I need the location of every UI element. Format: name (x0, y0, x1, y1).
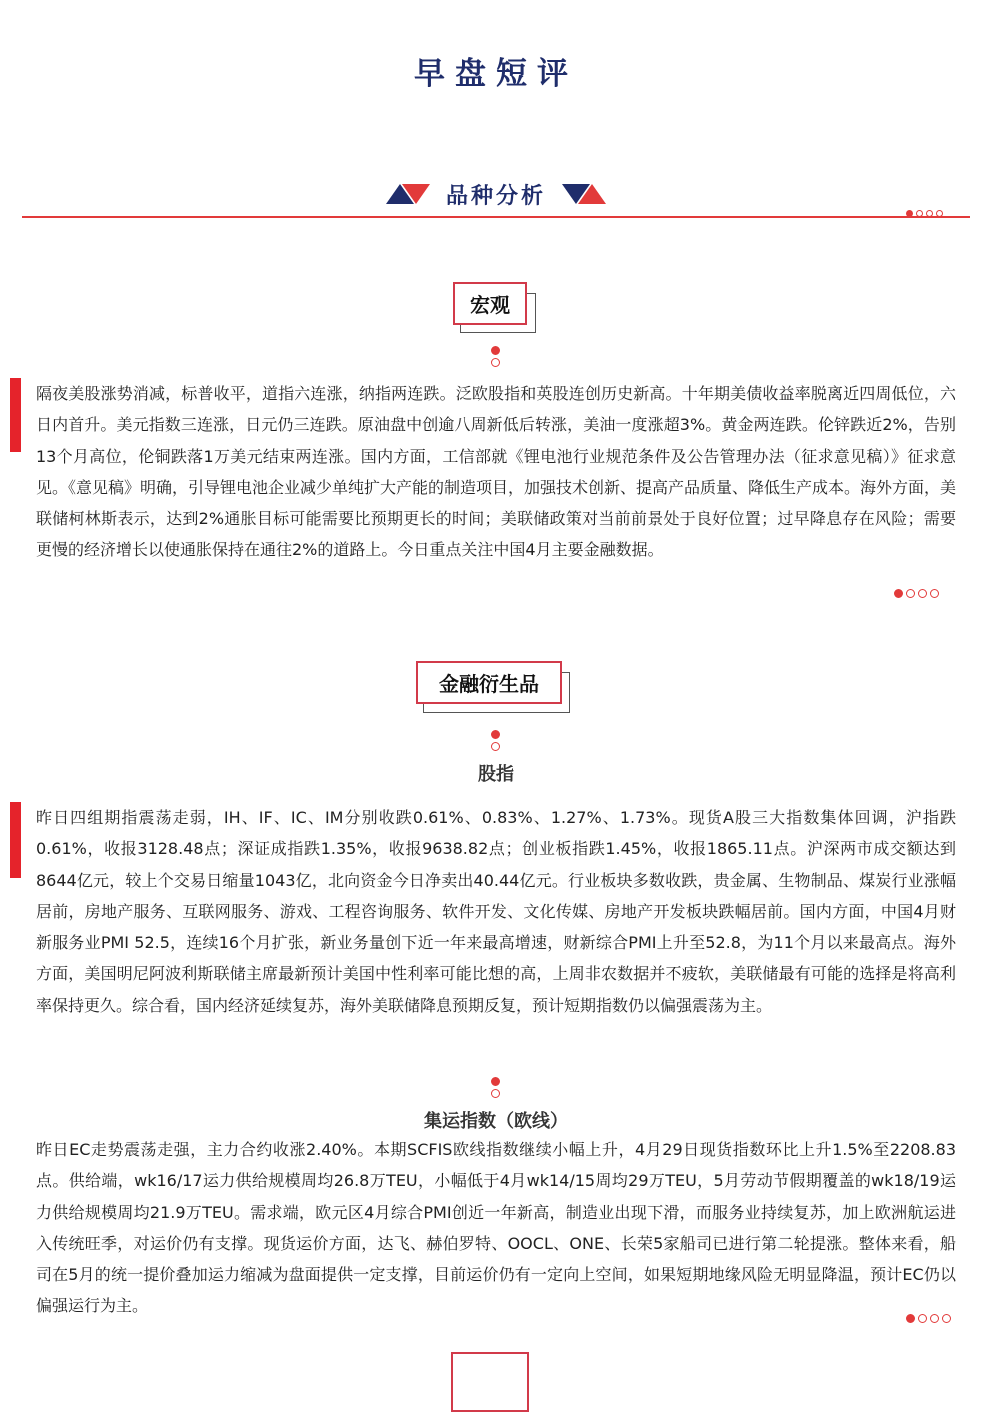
section-banner (0, 176, 992, 212)
page-title: 早盘短评 (414, 56, 578, 92)
macro-paragraph: 隔夜美股涨势消减，标普收平，道指六连涨，纳指两连跌。泛欧股指和英股连创历史新高。十年期美债收益率脱离近四周低位，六日内首升。美元指数三连涨，日元仍三连跌。原油盘中创逾八周新低后转涨，美油一度涨超3%。黄金两连跌。伦锌跌近2%，告别13个月高位，伦铜跌落1万美元结束两连涨。国内方面，工信部就《锂电池行业规范条件及公告管理办法（征求意见稿）》征求意见。《意见稿》明确，引导锂电池企业减少单纯扩大产能的制造项目，加强技术创新、提高产品质量、降低生产成本。海外方面，美联储柯林斯表示，达到2%通胀目标可能需要比预期更长的时间；美联储政策对当前前景处于良好位置；过早降息存在风险；需要更慢的经济增长以使通胀保持在通往2%的道路上。今日重点关注中国4月主要金融数据。 (36, 384, 957, 560)
banner-title: 品种分析 (445, 183, 546, 209)
subsection-title-container-index: 集运指数（欧线） (424, 1111, 568, 1132)
container-index-paragraph: 昨日EC走势震荡走强，主力合约收涨2.40%。本期SCFIS欧线指数继续小幅上升，4月29日现货指数环比上升1.5%至2208.83点。供给端，wk16/17运力供给规模周均26.8万TEU，小幅低于4月wk14/15周均29万TEU，5月劳动节假期覆盖的wk18/19运力供给规模周均21.9万TEU。需求端，欧元区4月综合PMI创近一年新高，制造业出现下滑，而服务业持续复苏，加上欧洲航运进入传统旺季，对运价仍有支撑。现货运价方面，达飞、赫伯罗特、OOCL、ONE、长荣5家船司已进行第二轮提涨。整体来看，船司在5月的统一提价叠加运力缩减为盘面提供一定支撑，目前运价仍有一定向上空间，如果短期地缘风险无明显降温，预计EC仍以偏强运行为主。 (36, 1140, 956, 1316)
end-dots-icon (894, 589, 939, 598)
section-divider (22, 216, 970, 218)
accent-bar (10, 378, 21, 452)
vertical-dots-icon (491, 346, 500, 367)
next-section-title-box (451, 1352, 529, 1412)
end-dots-icon (906, 1314, 951, 1323)
section-title-financial: 金融衍生品 (416, 661, 562, 704)
subsection-title-stock-index: 股指 (478, 764, 514, 785)
accent-bar (10, 802, 21, 878)
stock-index-paragraph: 昨日四组期指震荡走弱，IH、IF、IC、IM分别收跌0.61%、0.83%、1.27%、1.73%。现货A股三大指数集体回调，沪指跌0.61%，收报3128.48点；深证成指跌1.35%，收报9638.82点；创业板指跌1.45%，收报1865.11点。沪深两市成交额达到8644亿元，较上个交易日缩量1043亿，北向资金今日净卖出40.44亿元。行业板块多数收跌，贵金属、生物制品、煤炭行业涨幅居前，房地产服务、互联网服务、游戏、工程咨询服务、软件开发、文化传媒、房地产开发板块跌幅居前。国内方面，中国4月财新服务业PMI 52.5，连续16个月扩张，新业务量创下近一年来最高增速，财新综合PMI上升至52.8，为11个月以来最高点。海外方面，美国明尼阿波利斯联储主席最新预计美国中性利率可能比想的高，上周非农数据并不疲软，美联储最有可能的选择是将高利率保持更久。综合看，国内经济延续复苏，海外美联储降息预期反复，预计短期指数仍以偏强震荡为主。 (36, 808, 956, 1015)
triangle-decoration-right-icon (562, 182, 606, 206)
vertical-dots-icon (491, 1077, 500, 1098)
vertical-dots-icon (491, 730, 500, 751)
triangle-decoration-left-icon (386, 182, 430, 206)
divider-dots-icon (906, 210, 943, 217)
section-title-macro: 宏观 (453, 282, 527, 325)
